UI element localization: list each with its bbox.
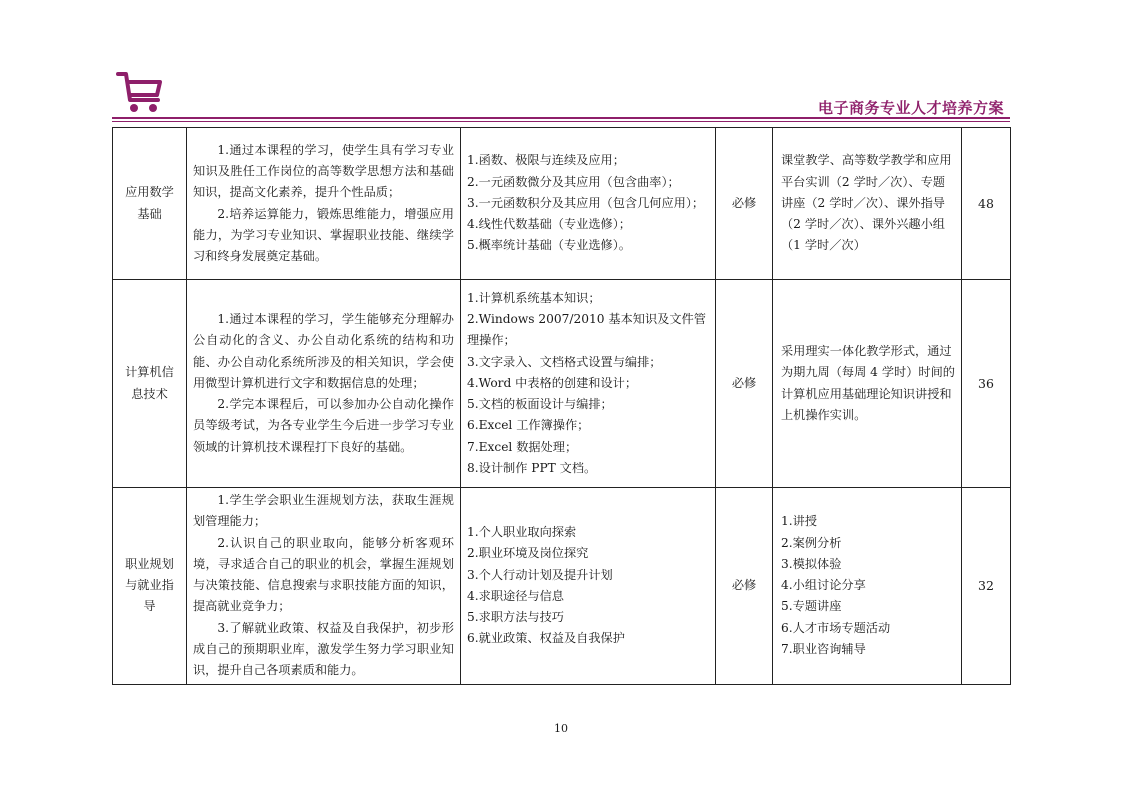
course-row (113, 128, 1011, 280)
goal-paragraph: 2.学完本课程后，可以参加办公自动化操作员等级考试，为各专业学生今后进一步学习专业领域的计算机技术课程打下良好的基础。 (193, 397, 454, 454)
goal-paragraph: 1.学生学会职业生涯规划方法，获取生涯规划管理能力； (193, 493, 454, 529)
teaching-methods (773, 488, 962, 685)
content-item: 4.线性代数基础（专业选修）； (467, 217, 631, 232)
teaching-methods (773, 128, 962, 280)
content-item: 3.个人行动计划及提升计划 (467, 567, 613, 582)
method-item: 5.专题讲座 (781, 599, 842, 614)
content-item: 3.文字录入、文档格式设置与编排； (467, 354, 662, 369)
method-item: 3.模拟体验 (781, 556, 842, 571)
document-title: 电子商务专业人才培养方案 (817, 99, 1004, 117)
content-item: 4.Word 中表格的创建和设计； (467, 375, 638, 390)
content-item: 6.就业政策、权益及自我保护 (467, 631, 625, 646)
course-row (113, 488, 1011, 685)
course-type: 必修 (716, 280, 773, 488)
content-item: 2.职业环境及岗位探究 (467, 546, 589, 561)
content-item: 5.文档的板面设计与编排； (467, 397, 613, 412)
header-rule-thin (112, 121, 1010, 122)
course-table (112, 127, 1011, 685)
page-number: 10 (554, 722, 568, 735)
course-name: 计算机信息技术 (113, 280, 187, 488)
content-item: 6.Excel 工作簿操作； (467, 418, 590, 433)
content-item: 4.求职途径与信息 (467, 588, 564, 603)
content-item: 5.概率统计基础（专业选修）。 (467, 238, 631, 253)
method-item: 采用理实一体化教学形式，通过为期九周（每周 4 学时）时间的计算机应用基础理论知识讲授和上机操作实训。 (781, 343, 955, 422)
course-hours: 48 (962, 128, 1011, 280)
content-item: 3.一元函数积分及其应用（包含几何应用）； (467, 195, 705, 210)
course-row (113, 280, 1011, 488)
method-item: 4.小组讨论分享 (781, 578, 866, 593)
goal-paragraph: 1.通过本课程的学习，学生能够充分理解办公自动化的含义、办公自动化系统的结构和功能、办公自动化系统所涉及的相关知识，学会使用微型计算机进行文字和数据信息的处理； (193, 311, 454, 390)
course-goals (187, 280, 461, 488)
course-goals (187, 488, 461, 685)
course-contents (461, 280, 716, 488)
content-item: 5.求职方法与技巧 (467, 610, 564, 625)
goal-paragraph: 2.培养运算能力，锻炼思维能力，增强应用能力，为学习专业知识、掌握职业技能、继续学习和终身发展奠定基础。 (193, 206, 454, 264)
course-hours: 32 (962, 488, 1011, 685)
course-hours: 36 (962, 280, 1011, 488)
course-contents (461, 128, 716, 280)
content-item: 1.计算机系统基本知识； (467, 290, 601, 305)
goal-paragraph: 1.通过本课程的学习，使学生具有学习专业知识及胜任工作岗位的高等数学思想方法和基础知识，提高文化素养，提升个性品质； (193, 142, 454, 200)
header-rule (112, 117, 1010, 119)
shopping-cart-icon (116, 70, 164, 114)
goal-paragraph: 2.认识自己的职业取向，能够分析客观环境，寻求适合自己的职业的机会，掌握生涯规划与决策技能、信息搜索与求职技能方面的知识，提高就业竞争力； (193, 535, 454, 614)
method-item: 课堂教学、高等数学教学和应用平台实训（2 学时／次）、专题讲座（2 学时／次）、课外指导（2 学时／次）、课外兴趣小组（1 学时／次） (781, 153, 952, 253)
course-type: 必修 (716, 488, 773, 685)
content-item: 1.个人职业取向探索 (467, 524, 577, 539)
content-item: 7.Excel 数据处理； (467, 439, 578, 454)
content-item: 2.一元函数微分及其应用（包含曲率）； (467, 174, 680, 189)
content-item: 1.函数、极限与连续及应用； (467, 153, 625, 168)
goal-paragraph: 3.了解就业政策、权益及自我保护，初步形成自己的预期职业库，激发学生努力学习职业知识，提升自己各项素质和能力。 (193, 620, 454, 678)
course-name: 应用数学基础 (113, 128, 187, 280)
teaching-methods (773, 280, 962, 488)
method-item: 1.讲授 (781, 514, 818, 529)
method-item: 2.案例分析 (781, 535, 842, 550)
method-item: 6.人才市场专题活动 (781, 620, 891, 635)
course-name: 职业规划与就业指导 (113, 488, 187, 685)
content-item: 2.Windows 2007/2010 基本知识及文件管理操作； (467, 311, 706, 348)
course-goals (187, 128, 461, 280)
course-contents (461, 488, 716, 685)
course-type: 必修 (716, 128, 773, 280)
method-item: 7.职业咨询辅导 (781, 642, 866, 657)
content-item: 8.设计制作 PPT 文档。 (467, 461, 597, 476)
